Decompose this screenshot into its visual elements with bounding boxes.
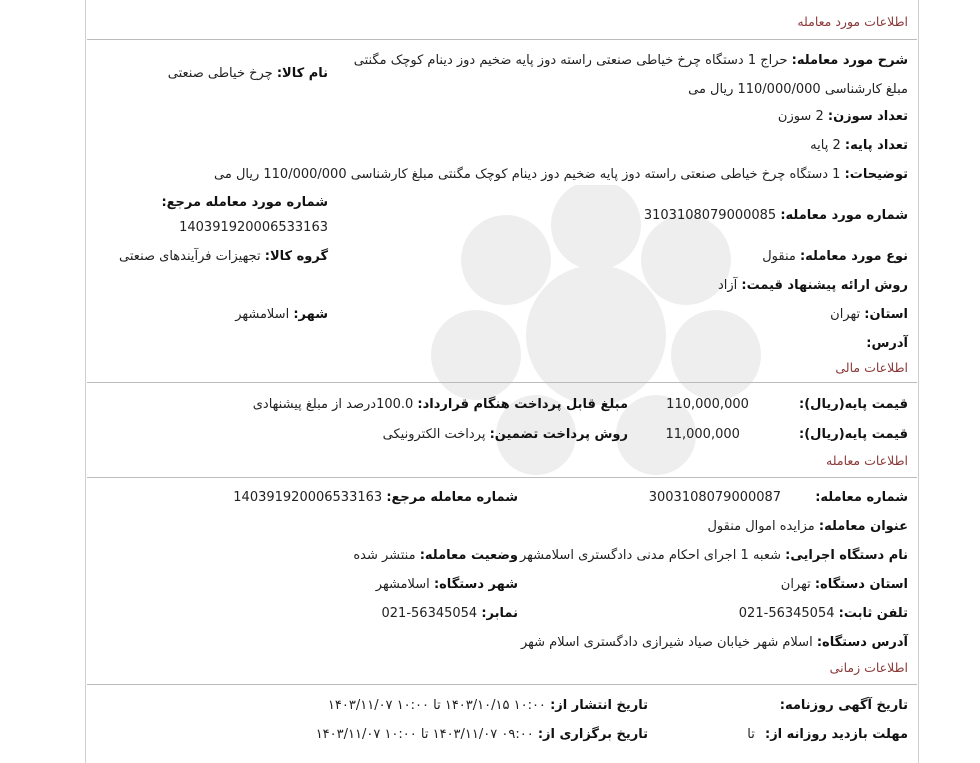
org-address-label: آدرس دستگاه: [816,635,908,650]
publish-value: ۱۰:۰۰ ۱۴۰۳/۱۰/۱۵ تا ۱۰:۰۰ ۱۴۰۳/۱۱/۰۷ [327,698,546,713]
ref-number-value: 140391920006533163 [179,220,328,235]
phone-value: 56345054-021 [738,606,835,621]
fax-row [382,606,519,621]
newspaper-label: تاریخ آگهی روزنامه: [779,698,908,713]
province-row [830,307,908,322]
bid-method-value: آزاد [717,278,738,293]
deal-id-row [649,490,908,505]
base-price-label: قیمت پایه(ریال): [799,397,908,412]
deal-description-label: شرح مورد معامله: [791,53,908,68]
org-label: نام دستگاه اجرایی: [785,548,908,563]
deal-number-value: 3103108079000085 [643,208,777,223]
guarantee-price-value: 11,000,000 [665,427,740,442]
visit-label: مهلت بازدید روزانه از: [765,727,908,742]
ref-number-label-row [161,195,328,210]
bid-method-label: روش ارائه پیشنهاد قیمت: [741,278,908,293]
deal-ref-label: شماره معامله مرجع: [386,490,518,505]
item-group-label: گروه کالا: [264,249,328,264]
org-address-row [521,635,908,650]
divider [87,382,917,383]
deal-description-row [333,46,908,104]
hold-row [316,727,648,742]
city-label: شهر: [293,307,328,322]
org-province-row [781,577,908,592]
hold-value: ۰۹:۰۰ ۱۴۰۳/۱۱/۰۷ تا ۱۰:۰۰ ۱۴۰۳/۱۱/۰۷ [315,727,534,742]
base-price-row [666,397,908,412]
notes-label: توضیحات: [844,167,908,182]
city-row [235,307,328,322]
guarantee-price-label: قیمت پایه(ریال): [799,427,908,442]
deal-id-label: شماره معامله: [815,490,908,505]
org-address-value: اسلام شهر خیابان صیاد شیرازی دادگستری اسلام شهر [520,635,813,650]
divider [87,477,917,478]
legs-value: 2 پایه [810,138,841,153]
section-title-item-info: اطلاعات مورد معامله [797,14,908,29]
org-value: شعبه 1 اجرای احکام مدنی دادگستری اسلامشهر [519,548,782,563]
bid-method-row [718,278,908,293]
org-province-value: تهران [780,577,811,592]
deal-ref-row [233,490,518,505]
deal-title-label: عنوان معامله: [818,519,908,534]
phone-row [739,606,908,621]
visit-value: تا [747,727,755,742]
deal-ref-value: 140391920006533163 [233,490,383,505]
org-city-row [376,577,518,592]
publish-label: تاریخ انتشار از: [550,698,648,713]
org-city-label: شهر دستگاه: [433,577,518,592]
status-value: منتشر شده [353,548,416,563]
deal-number-label: شماره مورد معامله: [780,208,908,223]
section-title-financial: اطلاعات مالی [835,360,908,375]
ref-number-value-row [179,220,328,235]
visit-row [747,727,908,742]
content-frame [85,0,919,763]
item-group-value: تجهیزات فرآیندهای صنعتی [119,249,261,264]
province-label: استان: [864,307,908,322]
needles-label: تعداد سوزن: [827,109,908,124]
guarantee-method-label: روش پرداخت تضمین: [489,427,628,442]
base-price-value: 110,000,000 [666,397,749,412]
deal-type-label: نوع مورد معامله: [799,249,908,264]
status-row [353,548,518,563]
guarantee-method-row [383,427,628,442]
province-value: تهران [830,307,861,322]
deal-number-row [644,208,908,223]
publish-row [328,698,648,713]
org-row [520,548,908,563]
org-province-label: استان دستگاه: [814,577,908,592]
phone-label: تلفن ثابت: [838,606,908,621]
legs-label: تعداد پایه: [844,138,908,153]
legs-row [810,138,908,153]
needles-value: 2 سوزن [777,109,824,124]
deal-description-value: حراج 1 دستگاه چرخ خیاطی صنعتی راسته دوز پایه ضخیم دوز دینام کوچک مگنتی مبلغ کارشناسی 110/000/000 ریال می [353,53,908,97]
notes-value: 1 دستگاه چرخ خیاطی صنعتی راسته دوز پایه ضخیم دوز دینام کوچک مگنتی مبلغ کارشناسی 110/000/000 ریال می [214,167,841,182]
divider [87,684,917,685]
item-group-row [119,249,328,264]
deal-type-row [762,249,908,264]
notes-row [214,167,908,182]
hold-label: تاریخ برگزاری از: [537,727,648,742]
payable-row [253,397,628,412]
deal-title-row [707,519,908,534]
section-title-timing: اطلاعات زمانی [829,660,908,675]
newspaper-row [780,698,908,713]
guarantee-method-value: پرداخت الکترونیکی [382,427,486,442]
deal-id-value: 3003108079000087 [648,490,782,505]
payable-label: مبلغ قابل پرداخت هنگام قرارداد: [417,397,628,412]
address-label: آدرس: [866,336,908,351]
payable-value: 100.0درصد از مبلغ پیشنهادی [252,397,414,412]
deal-title-value: مزایده اموال منقول [707,519,815,534]
item-name-row [168,66,328,81]
address-row [866,336,908,351]
ref-number-label: شماره مورد معامله مرجع: [161,195,328,210]
city-value: اسلامشهر [235,307,290,322]
fax-value: 56345054-021 [381,606,478,621]
guarantee-price-row [665,427,908,442]
org-city-value: اسلامشهر [375,577,430,592]
deal-type-value: منقول [762,249,796,264]
item-name-value: چرخ خیاطی صنعتی [167,66,273,81]
item-name-label: نام کالا: [276,66,328,81]
status-label: وضعیت معامله: [419,548,518,563]
divider [87,39,917,40]
needles-row [778,109,908,124]
section-title-deal: اطلاعات معامله [826,453,908,468]
fax-label: نمابر: [481,606,518,621]
